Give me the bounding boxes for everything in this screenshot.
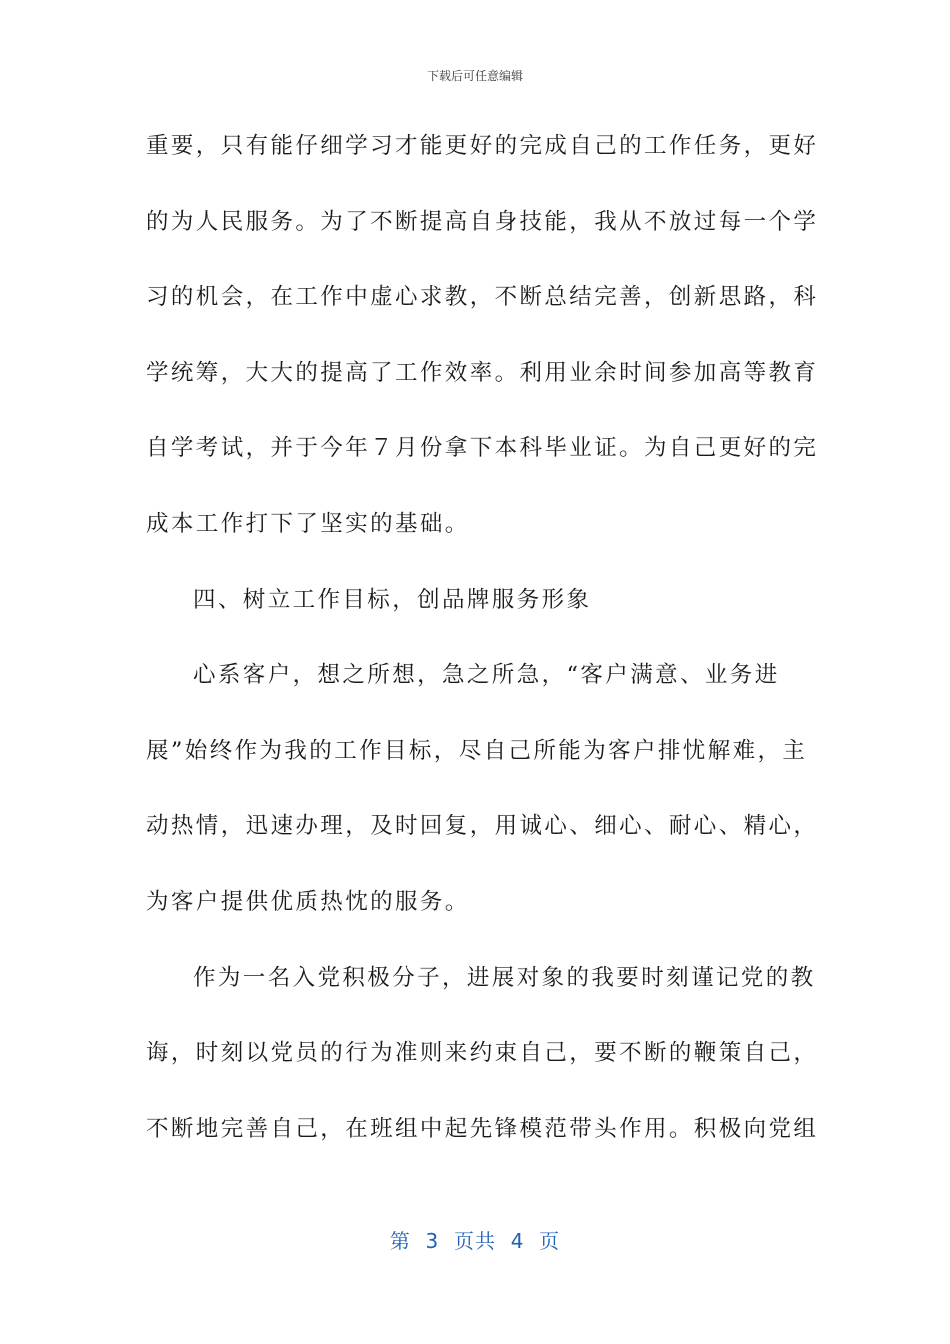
page-number-text: 第 3 页共 4 页 — [389, 1229, 561, 1253]
paragraph-line: 的为人民服务。为了不断提高自身技能，我从不放过每一个学 — [146, 208, 819, 235]
paragraph-line: 诲，时刻以党员的行为准则来约束自己，要不断的鞭策自己， — [146, 1040, 819, 1067]
page-header: 下载后可任意编辑 — [426, 69, 523, 83]
paragraph-line: 自学考试，并于今年７月份拿下本科毕业证。为自己更好的完 — [146, 435, 819, 462]
paragraph-line: 成本工作打下了坚实的基础。 — [146, 510, 470, 537]
paragraph-line: 展”始终作为我的工作目标，尽自己所能为客户排忧解难，主 — [146, 737, 808, 764]
paragraph-line: 不断地完善自己，在班组中起先锋模范带头作用。积极向党组 — [146, 1115, 819, 1142]
paragraph-line: 学统筹，大大的提高了工作效率。利用业余时间参加高等教育 — [146, 359, 819, 386]
page-number-footer — [0, 1225, 950, 1254]
paragraph-line: 习的机会，在工作中虚心求教，不断总结完善，创新思路，科 — [146, 284, 819, 311]
section-heading: 四、树立工作目标，创品牌服务形象 — [193, 586, 592, 613]
paragraph-line: 心系客户，想之所想，急之所急，“客户满意、业务进 — [193, 662, 780, 689]
paragraph-line: 重要，只有能仔细学习才能更好的完成自己的工作任务，更好 — [146, 133, 819, 159]
paragraph-line: 作为一名入党积极分子，进展对象的我要时刻谨记党的教 — [193, 964, 816, 991]
paragraph-line: 动热情，迅速办理，及时回复，用诚心、细心、耐心、精心， — [146, 813, 819, 840]
paragraph-line: 为客户提供优质热忱的服务。 — [146, 888, 470, 915]
document-body — [146, 126, 819, 1184]
